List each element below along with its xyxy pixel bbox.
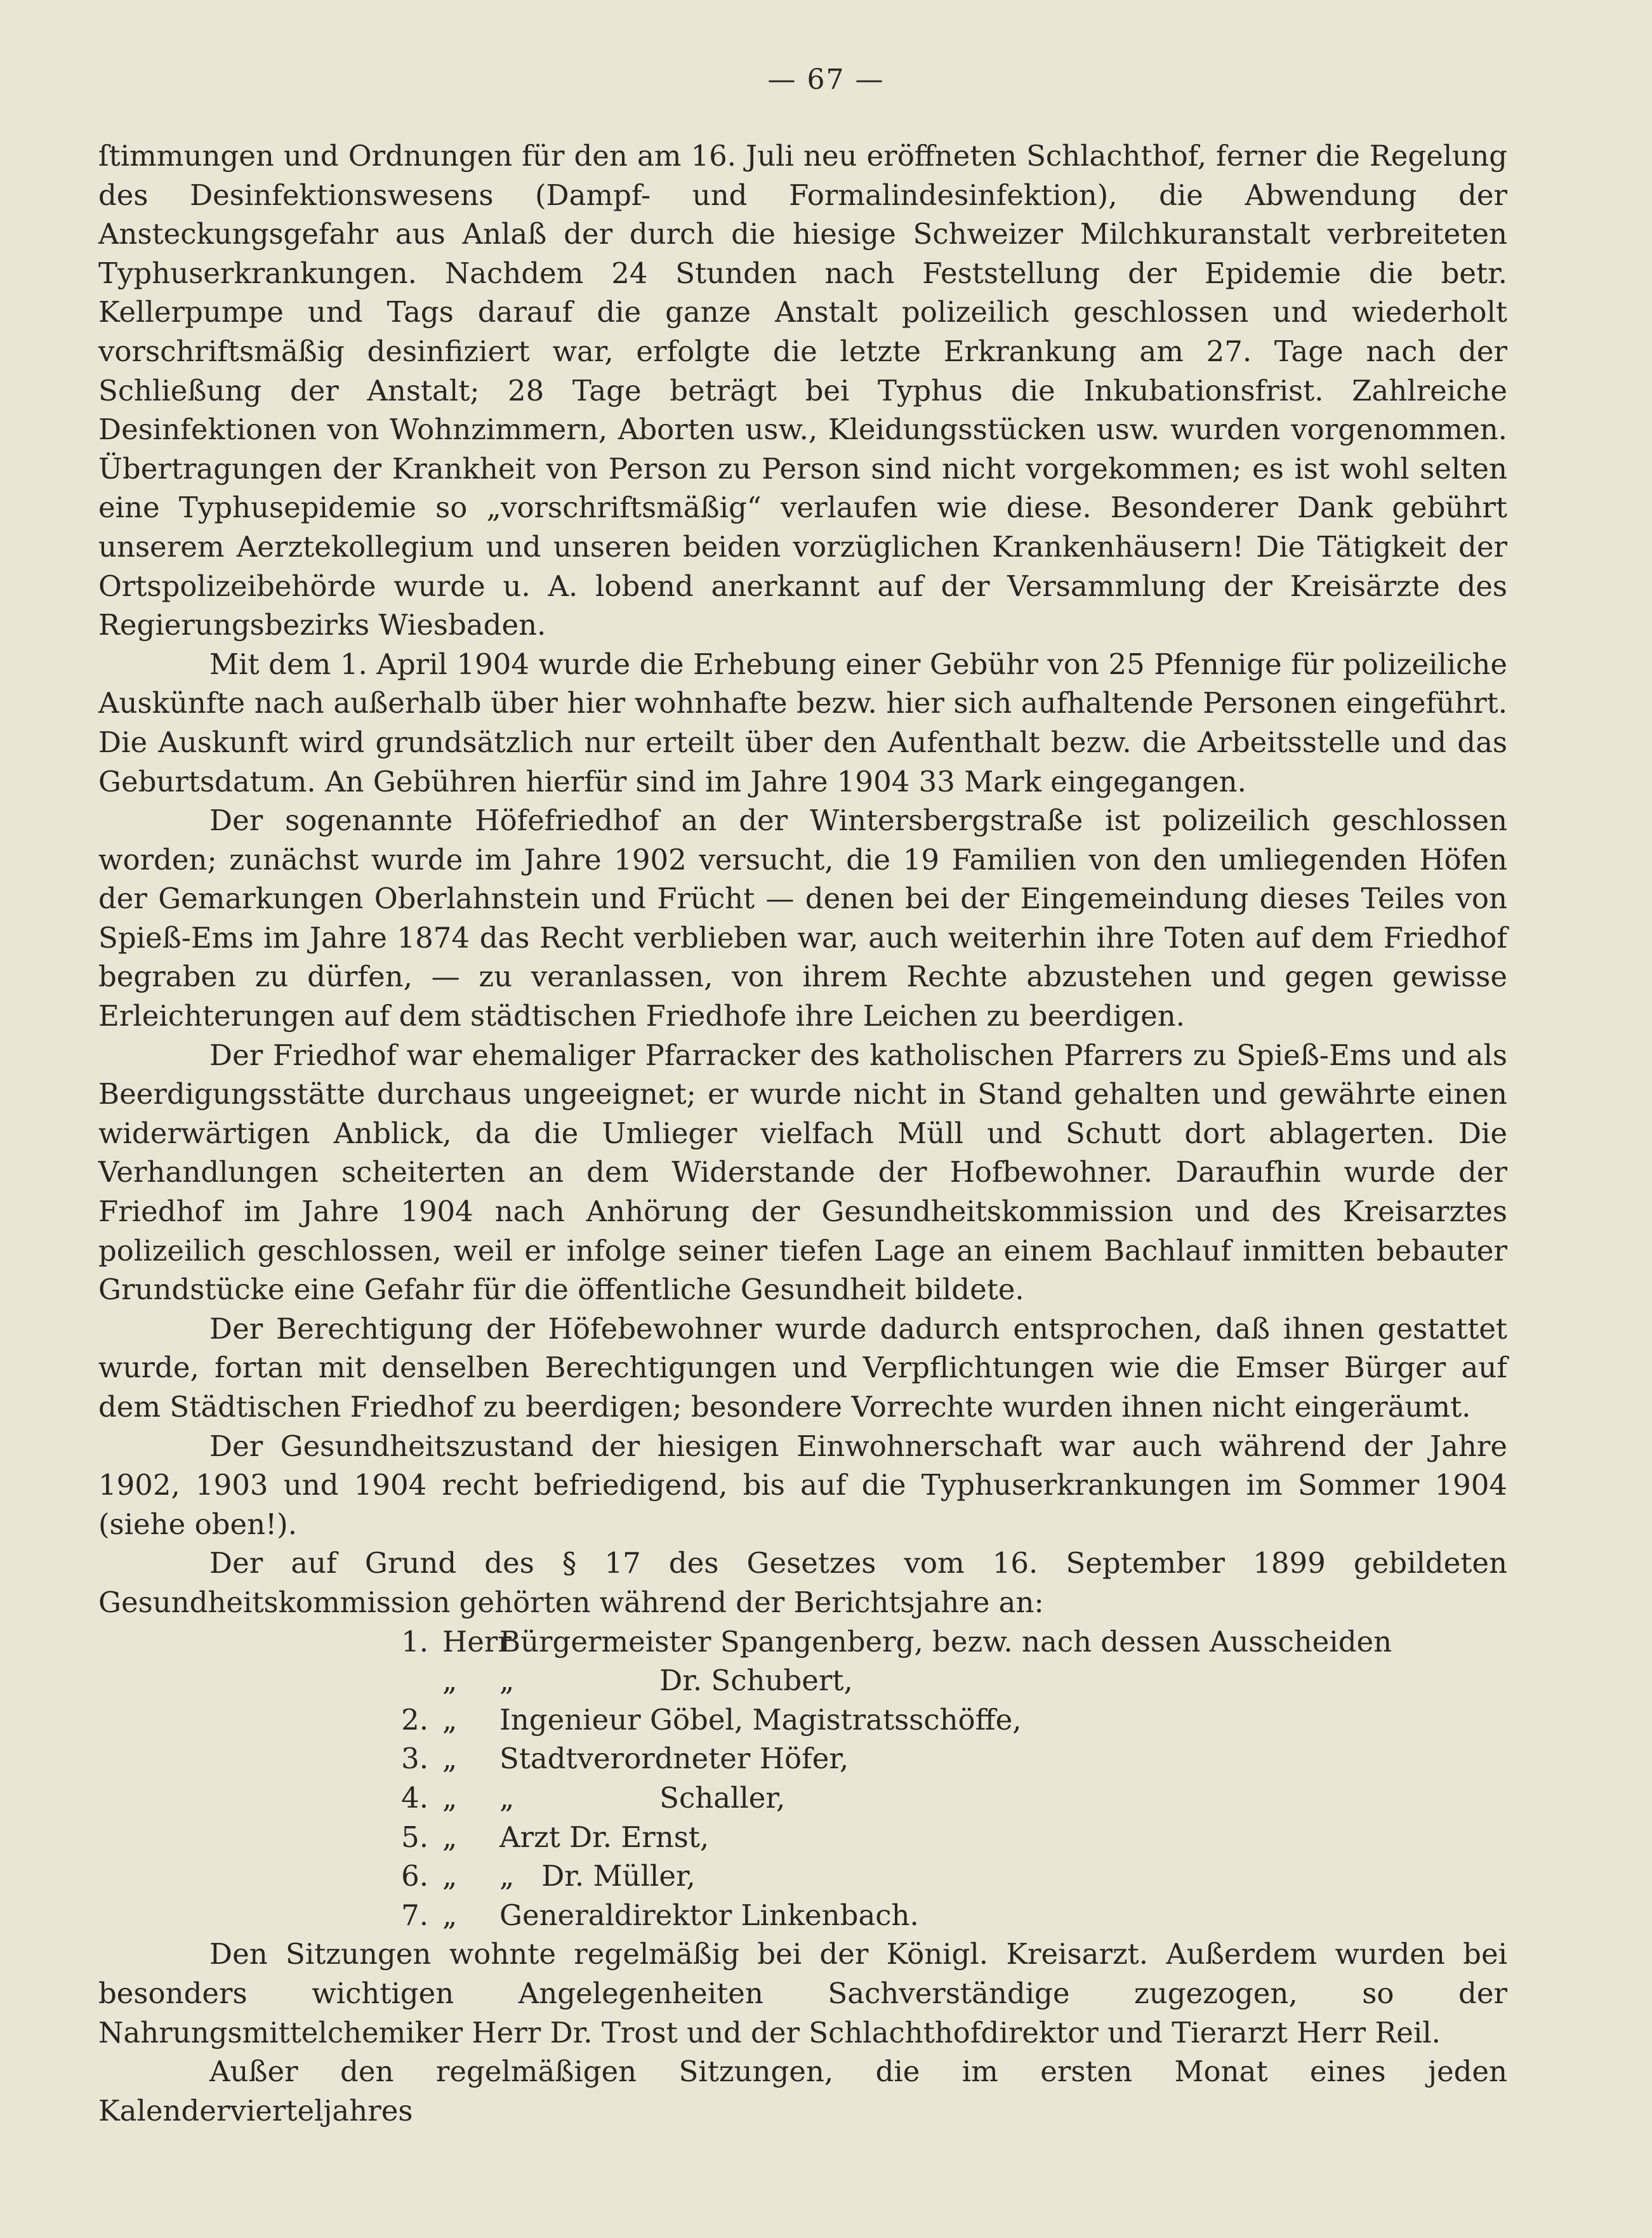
paragraph-8: Den Sitzungen wohnte regelmäßig bei der Königl. Kreisarzt. Außerdem wurden bei besonders wichtigen Angelegenheiten Sachverständige zugezogen, so der Nahrungsmittelchemiker Herr Dr. Trost und der Schlachthofdirektor und Tierarzt Herr Reil. [98, 1937, 1507, 2049]
page-number: — 67 — [767, 63, 885, 96]
list-item [98, 1700, 1507, 1740]
list-item-text: Arzt Dr. Ernst, [499, 1820, 710, 1854]
paragraph-9: Außer den regelmäßigen Sitzungen, die im ersten Monat eines jeden Kalendervierteljahres [98, 2055, 1507, 2128]
list-item [98, 1661, 1507, 1700]
paragraph-7: Der auf Grund des § 17 des Gesetzes vom 16. September 1899 gebildeten Gesundheitskommission gehörten während der Berichtsjahre an: [98, 1546, 1507, 1619]
paragraph-4: Der Friedhof war ehemaliger Pfarracker des katholischen Pfarrers zu Spieß-Ems und als Beerdigungsstätte durchaus ungeeignet; er wurde nicht in Stand gehalten und gewährte einen widerwärtigen Anblick, da die Umlieger vielfach Müll und Schutt dort ablagerten. Die Verhandlungen scheiterten an dem Widerstande der Hofbewohner. Daraufhin wurde der Friedhof im Jahre 1904 nach Anhörung der Gesundheitskommission und des Kreisarztes polizeilich geschlossen, weil er infolge seiner tiefen Lage an einem Bachlauf inmitten bebauter Grundstücke eine Gefahr für die öffentliche Gesundheit bildete. [98, 1038, 1507, 1307]
list-item [98, 1857, 1507, 1896]
list-item-text: Generaldirektor Linkenbach. [499, 1898, 919, 1932]
list-item-text: Stadtverordneter Höfer, [499, 1742, 849, 1776]
list-item-number: 4. [401, 1780, 428, 1815]
list-item-number: 3. [401, 1742, 428, 1776]
list-item [98, 1896, 1507, 1935]
list-item-number: 6. [401, 1859, 428, 1893]
paragraph-6: Der Gesundheitszustand der hiesigen Einwohnerschaft war auch während der Jahre 1902, 1903 und 1904 recht befriedigend, bis auf die Typhuserkrankungen im Sommer 1904 (siehe oben!). [98, 1429, 1507, 1541]
list-item [98, 1778, 1507, 1818]
list-item-title: Herr [442, 1624, 512, 1659]
list-item-title: „ [442, 1702, 458, 1737]
list-item-text: „ Schaller, [499, 1780, 786, 1815]
list-item-text: „ Dr. Schubert, [499, 1664, 853, 1698]
list-item-number: 2. [401, 1702, 428, 1737]
list-item-title: „ [442, 1664, 458, 1698]
list-item-text: Bürgermeister Spangenberg, bezw. nach dessen Ausscheiden [499, 1624, 1392, 1659]
commission-members-list [98, 1622, 1507, 1935]
list-item-number: 5. [401, 1820, 428, 1854]
list-item-title: „ [442, 1859, 458, 1893]
paragraph-3: Der sogenannte Höfefriedhof an der Wintersbergstraße ist polizeilich geschlossen worden; zunächst wurde im Jahre 1902 versucht, die 19 Familien von den umliegenden Höfen der Gemarkungen Oberlahnstein und Frücht — denen bei der Eingemeindung dieses Teiles von Spieß-Ems im Jahre 1874 das Recht verblieben war, auch weiterhin ihre Toten auf dem Friedhof begraben zu dürfen, — zu veranlassen, von ihrem Rechte abzustehen und gegen gewisse Erleichterungen auf dem städtischen Friedhofe ihre Leichen zu beerdigen. [98, 804, 1507, 1033]
list-item-title: „ [442, 1780, 458, 1815]
list-item [98, 1818, 1507, 1857]
list-item-text: „ Dr. Müller, [499, 1859, 696, 1893]
list-item-text: Ingenieur Göbel, Magistratsschöffe, [499, 1702, 1022, 1737]
list-item [98, 1622, 1507, 1662]
list-item-title: „ [442, 1742, 458, 1776]
list-item-number: 1. [401, 1624, 428, 1659]
paragraph-5: Der Berechtigung der Höfebewohner wurde dadurch entsprochen, daß ihnen gestattet wurde, fortan mit denselben Berechtigungen und Verpflichtungen wie die Emser Bürger auf dem Städtischen Friedhof zu beerdigen; besondere Vorrechte wurden ihnen nicht eingeräumt. [98, 1311, 1507, 1424]
body-text [98, 136, 1507, 2130]
paragraph-2: Mit dem 1. April 1904 wurde die Erhebung einer Gebühr von 25 Pfennige für polizeiliche Auskünfte nach außerhalb über hier wohnhafte bezw. hier sich aufhaltende Personen eingeführt. Die Auskunft wird grundsätzlich nur erteilt über den Aufenthalt bezw. die Arbeitsstelle und das Geburtsdatum. An Gebühren hierfür sind im Jahre 1904 33 Mark eingegangen. [98, 647, 1507, 798]
list-item-title: „ [442, 1820, 458, 1854]
paragraph-1: ſtimmungen und Ordnungen für den am 16. Juli neu eröffneten Schlachthof, ferner die Regelung des Desinfektionswesens (Dampf- und Formalindesinfektion), die Abwendung der Ansteckungsgefahr aus Anlaß der durch die hiesige Schweizer Milchkuranstalt verbreiteten Typhuserkrankungen. Nachdem 24 Stunden nach Feststellung der Epidemie die betr. Kellerpumpe und Tags darauf die ganze Anstalt polizeilich geschlossen und wiederholt vorschriftsmäßig desinfiziert war, erfolgte die letzte Erkrankung am 27. Tage nach der Schließung der Anstalt; 28 Tage beträgt bei Typhus die Inkubationsfrist. Zahlreiche Desinfektionen von Wohnzimmern, Aborten usw., Kleidungsstücken usw. wurden vorgenommen. Übertragungen der Krankheit von Person zu Person sind nicht vorgekommen; es ist wohl selten eine Typhusepidemie so „vorschriftsmäßig“ verlaufen wie diese. Besonderer Dank gebührt unserem Aerztekollegium und unseren beiden vorzüglichen Krankenhäusern! Die Tätigkeit der Ortspolizeibehörde wurde u. A. lobend anerkannt auf der Versammlung der Kreisärzte des Regierungsbezirks Wiesbaden. [98, 139, 1507, 642]
list-item [98, 1739, 1507, 1778]
list-item-number: 7. [401, 1898, 428, 1932]
list-item-title: „ [442, 1898, 458, 1932]
list-item-number [365, 1661, 442, 1700]
